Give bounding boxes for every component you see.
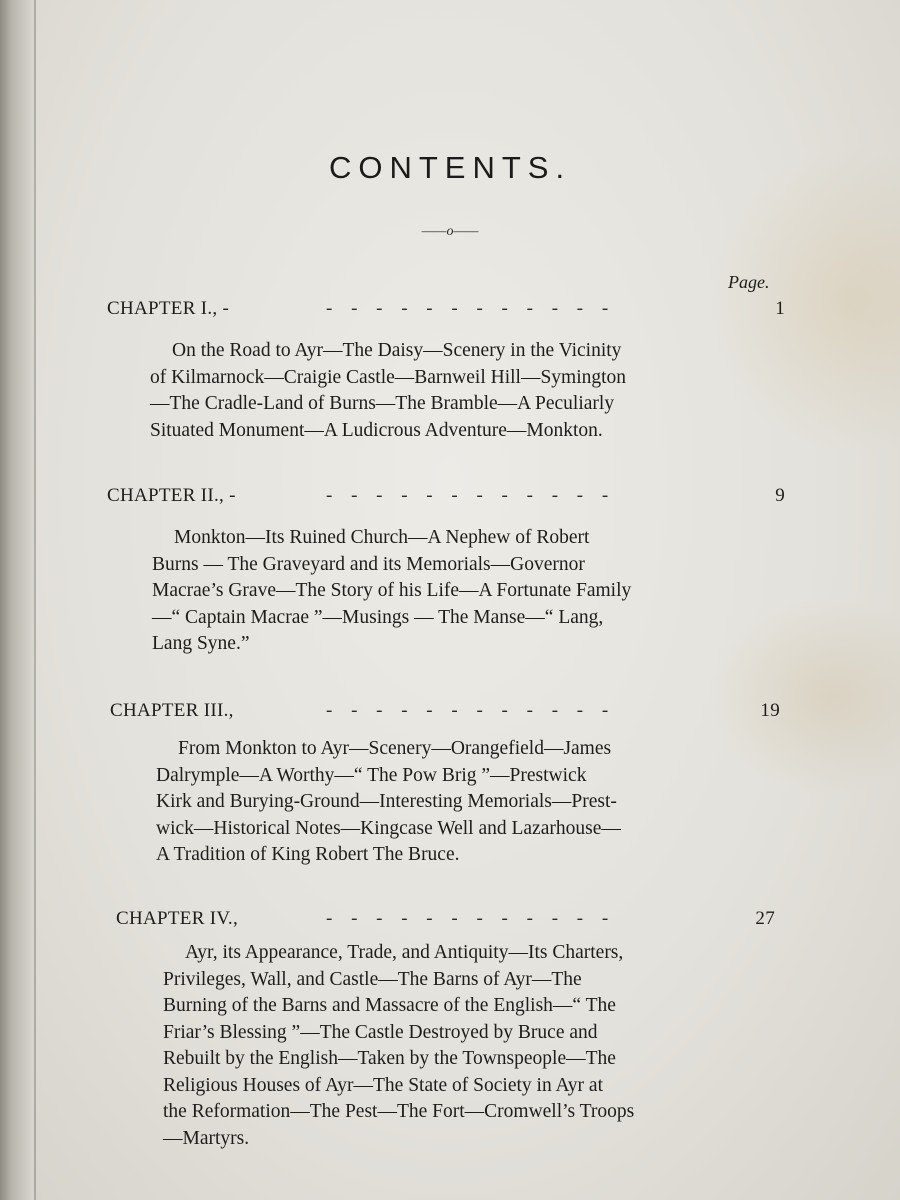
- dot-leader: - - - - - - - - - - - -: [326, 298, 609, 319]
- summary-line: Kirk and Burying-Ground—Interesting Memorials—Prest-: [156, 791, 617, 812]
- page-column-label: Page.: [728, 272, 770, 292]
- summary-line: Religious Houses of Ayr—The State of Society in Ayr at: [163, 1074, 603, 1096]
- chapter-page-number: 27: [755, 908, 775, 929]
- chapter-title: CHAPTER III.,: [110, 700, 234, 721]
- summary-line: From Monkton to Ayr—Scenery—Orangefield—James: [178, 738, 612, 759]
- summary-line: Situated Monument—A Ludicrous Adventure—Monkton.: [150, 419, 603, 441]
- chapter-title: CHAPTER II., -: [107, 485, 236, 506]
- summary-line: of Kilmarnock—Craigie Castle—Barnweil Hill—Symington: [150, 366, 627, 388]
- summary-line: Monkton—Its Ruined Church—A Nephew of Robert: [174, 527, 590, 548]
- summary-line: Friar’s Blessing ”—The Castle Destroyed by Bruce and: [163, 1021, 598, 1043]
- chapter-heading-line: [0, 298, 900, 322]
- chapter-title: CHAPTER I., -: [107, 298, 230, 319]
- heading-ornament: ——o——: [421, 224, 479, 239]
- summary-line: Ayr, its Appearance, Trade, and Antiquity—Its Charters,: [185, 942, 624, 963]
- summary-line: Dalrymple—A Worthy—“ The Pow Brig ”—Prestwick: [156, 764, 587, 786]
- chapter-summary: [156, 736, 740, 869]
- summary-line: Rebuilt by the English—Taken by the Townspeople—The: [163, 1048, 616, 1069]
- chapter-page-number: 9: [775, 485, 785, 506]
- summary-line: Macrae’s Grave—The Story of his Life—A Fortunate Family: [152, 580, 632, 601]
- summary-line: —Martyrs.: [163, 1127, 250, 1149]
- summary-line: —“ Captain Macrae ”—Musings — The Manse—“ Lang,: [152, 606, 604, 628]
- summary-line: the Reformation—The Pest—The Fort—Cromwell’s Troops: [163, 1101, 635, 1122]
- summary-line: —The Cradle-Land of Burns—The Bramble—A Peculiarly: [150, 393, 615, 414]
- chapter-heading-line: [0, 485, 900, 509]
- summary-line: Burns — The Graveyard and its Memorials—Governor: [152, 553, 585, 575]
- summary-line: Burning of the Barns and Massacre of the English—“ The: [163, 995, 616, 1016]
- chapter-heading-line: [0, 700, 900, 724]
- chapter-title: CHAPTER IV.,: [116, 908, 239, 929]
- chapter-heading-line: [0, 908, 900, 932]
- chapter-summary: [152, 525, 740, 658]
- dot-leader: - - - - - - - - - - - -: [326, 908, 609, 929]
- contents-heading: CONTENTS.: [328, 150, 572, 185]
- chapter-summary: [163, 940, 735, 1152]
- summary-line: wick—Historical Notes—Kingcase Well and Lazarhouse—: [156, 817, 621, 839]
- chapter-summary: [150, 338, 742, 444]
- summary-line: On the Road to Ayr—The Daisy—Scenery in the Vicinity: [172, 340, 622, 361]
- chapter-page-number: 1: [775, 298, 785, 319]
- dot-leader: - - - - - - - - - - - -: [326, 485, 609, 506]
- summary-line: Lang Syne.”: [152, 633, 250, 654]
- summary-line: Privileges, Wall, and Castle—The Barns of Ayr—The: [163, 968, 582, 990]
- summary-line: A Tradition of King Robert The Bruce.: [156, 844, 460, 865]
- chapter-page-number: 19: [760, 700, 780, 721]
- dot-leader: - - - - - - - - - - - -: [326, 700, 609, 721]
